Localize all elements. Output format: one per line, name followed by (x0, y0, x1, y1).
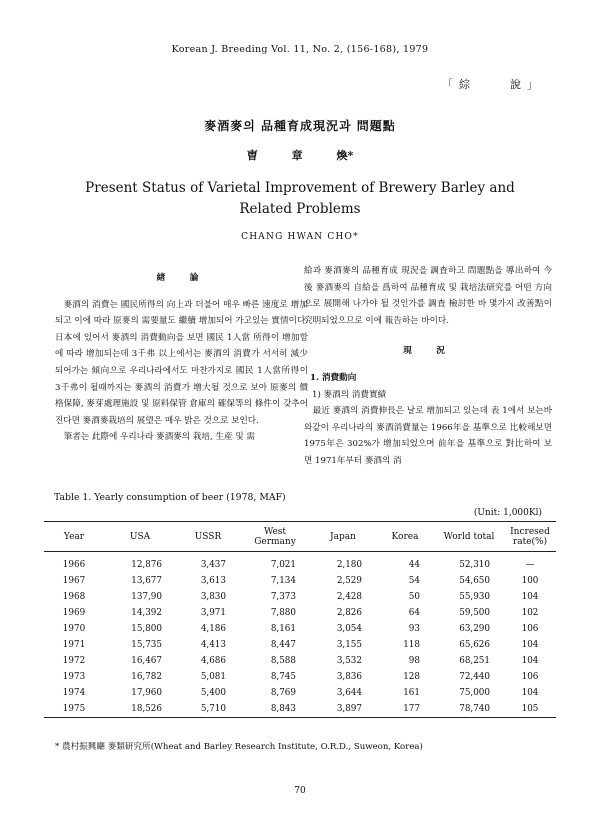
column-header: Japan (310, 522, 376, 552)
table-body (44, 552, 556, 718)
table-cell: 3,830 (200, 592, 226, 602)
status-heading: 現 況 (403, 346, 453, 357)
table-cell: 7,134 (270, 576, 296, 586)
table-cell: 5,710 (176, 701, 240, 718)
table-unit: (Unit: 1,000Kl) (473, 508, 542, 518)
table-cell: 72,440 (459, 672, 490, 682)
table-cell: 13,677 (131, 576, 162, 586)
table-cell: 7,021 (270, 560, 296, 570)
title-english (0, 178, 600, 220)
table-cell: 105 (504, 701, 556, 718)
table-cell: 3,532 (336, 656, 362, 666)
table-cell: 1969 (62, 608, 86, 618)
table-cell: 3,836 (336, 672, 362, 682)
table-cell: 16,467 (131, 656, 162, 666)
table-cell: 7,373 (270, 592, 296, 602)
title-english-line1: Present Status of Varietal Improvement of Brewery Barley and (85, 180, 515, 196)
table-cell: 3,644 (336, 688, 362, 698)
table-title: Table 1. Yearly consumption of beer (1978, MAF) (54, 492, 286, 503)
table-cell: 15,800 (131, 624, 162, 634)
table-cell: 8,588 (270, 656, 296, 666)
table-cell: 68,251 (459, 656, 490, 666)
table-cell: 3,155 (336, 640, 362, 650)
table-cell: 106 (521, 624, 539, 634)
table-cell: 1973 (62, 672, 86, 682)
table-cell: 3,971 (200, 608, 226, 618)
table-row (44, 605, 556, 621)
intro-paragraph-2: 筆者는 此際에 우리나라 麥酒麥의 栽培, 生産 및 需 (63, 432, 255, 443)
table-cell: 137,90 (131, 592, 162, 602)
table-cell: 161 (403, 688, 420, 698)
table-cell: 8,447 (270, 640, 296, 650)
table-cell: 16,782 (131, 672, 162, 682)
table-cell: 8,769 (270, 688, 296, 698)
footnote: * 農村振興廳 麥類研究所(Wheat and Barley Research Institute, O.R.D., Suweon, Korea) (55, 742, 423, 752)
column-header: Korea (376, 522, 434, 552)
table-cell: 2,529 (336, 576, 362, 586)
table-row (44, 552, 556, 574)
table-cell: 1966 (62, 560, 86, 570)
table-cell: 1970 (62, 624, 86, 634)
table-row (44, 701, 556, 718)
column-header: Year (44, 522, 104, 552)
table-row (44, 573, 556, 589)
table-cell: 8,843 (240, 701, 310, 718)
column-header: World total (434, 522, 504, 552)
right-column (304, 263, 552, 470)
table-cell: — (525, 560, 535, 570)
table-cell: 4,186 (200, 624, 226, 634)
subheading-consumption-trend: 1. 消費動向 (310, 372, 357, 383)
table-cell: 64 (408, 608, 420, 618)
table-cell: 52,310 (459, 560, 490, 570)
table-cell: 4,413 (200, 640, 226, 650)
right-paragraph-2: 最近 麥酒의 消費伸長은 날로 增加되고 있는데 表 1에서 보는바와같이 우리나라의 麥酒消費量는 1966年을 基準으로 比較해보면 1975年은 302%가 增加되었으며 前年을 基準으로 對比하여 보면 1971年부터 麥酒의 消 (304, 406, 552, 466)
table-cell: 65,626 (459, 640, 490, 650)
journal-citation: Korean J. Breeding Vol. 11, No. 2, (156-168), 1979 (171, 44, 429, 55)
intro-paragraph-1: 麥酒의 消費는 國民所得의 向上과 더불어 매우 빠른 速度로 增加되고 이에 따라 原麥의 需要量도 繼續 增加되어 가고있는 實情이다. 日本에 있어서 麥酒의 消費動向을 보면 國民 1人當 所得이 增加함에 따라 增加되는데 3千弗 以上에서는 麥酒의 消費가 서서히 減少되어가는 傾向으로 우리나라에서도 마찬가지로 國民 1人當所得이 3千弗이 될때까지는 麥酒의 消費가 增大될 것으로 보아 原麥의 價格保障, 麥芽處理施設 및 原料保管 倉庫의 確保等의 條件이 갖추어 진다면 麥酒麥栽培의 展望은 매우 밝은 것으로 보인다. (55, 299, 308, 426)
table-cell: 7,880 (270, 608, 296, 618)
table-row (44, 637, 556, 653)
right-paragraph-1: 給과 麥酒麥의 品種育成 現況을 調査하고 問題點을 導出하여 今後 麥酒麥의 自給을 爲하여 品種育成 및 栽培法研究를 어떤 方向으로 展開해 나가야 될 것인가를 調査 檢討한 바 몇가지 改善點이 究明되었으므로 이에 報告하는 바이다. (304, 266, 552, 326)
table-cell: 104 (521, 688, 539, 698)
table-cell: 118 (403, 640, 420, 650)
table-cell: 1972 (62, 656, 86, 666)
table-row (44, 653, 556, 669)
table-cell: 3,437 (200, 560, 226, 570)
table-row (44, 621, 556, 637)
table-cell: 4,686 (200, 656, 226, 666)
table-cell: 44 (408, 560, 420, 570)
table-cell: 75,000 (459, 688, 490, 698)
table-cell: 102 (521, 608, 539, 618)
section-tag: 「綜 說」 (442, 78, 544, 91)
page-number: 70 (294, 786, 306, 796)
table-cell: 1967 (62, 576, 86, 586)
column-header: Incresed rate(%) (504, 522, 556, 552)
table-cell: 8,745 (270, 672, 296, 682)
table-cell: 1971 (62, 640, 86, 650)
author-korean: 曺 章 煥* (246, 149, 354, 162)
table-cell: 2,428 (336, 592, 362, 602)
table-cell: 93 (408, 624, 420, 634)
column-header: West Germany (240, 522, 310, 552)
table-row (44, 669, 556, 685)
table-cell: 2,826 (336, 608, 362, 618)
table-cell: 54,650 (459, 576, 490, 586)
table-cell: 63,290 (459, 624, 490, 634)
table-cell: 78,740 (434, 701, 504, 718)
table-cell: 104 (521, 640, 539, 650)
table-cell: 17,960 (131, 688, 162, 698)
table-cell: 1975 (44, 701, 104, 718)
left-column (55, 270, 308, 446)
table-cell: 5,400 (200, 688, 226, 698)
table-cell: 104 (521, 592, 539, 602)
table-cell: 3,054 (336, 624, 362, 634)
table-cell: 104 (521, 656, 539, 666)
subheading-beer-consumption: 1) 麥酒의 消費實績 (312, 389, 387, 400)
title-korean: 麥酒麥의 品種育成現況과 問題點 (204, 119, 396, 133)
table-cell: 177 (376, 701, 434, 718)
table-cell: 8,161 (270, 624, 296, 634)
table-cell: 50 (408, 592, 420, 602)
table-cell: 18,526 (104, 701, 176, 718)
table-cell: 55,930 (459, 592, 490, 602)
table-cell: 12,876 (131, 560, 162, 570)
beer-consumption-table (44, 521, 556, 718)
introduction-heading: 緖 論 (156, 273, 207, 283)
table-cell: 5,081 (200, 672, 226, 682)
column-header: USA (104, 522, 176, 552)
table-cell: 54 (408, 576, 420, 586)
table-cell: 15,735 (131, 640, 162, 650)
table-cell: 128 (403, 672, 420, 682)
author-english: CHANG HWAN CHO* (241, 232, 359, 242)
table-cell: 98 (408, 656, 420, 666)
table-cell: 59,500 (459, 608, 490, 618)
table-cell: 106 (521, 672, 539, 682)
column-header: USSR (176, 522, 240, 552)
table-cell: 1968 (62, 592, 86, 602)
table-cell: 3,897 (310, 701, 376, 718)
table-cell: 14,392 (131, 608, 162, 618)
table-cell: 3,613 (200, 576, 226, 586)
table-header-row (44, 522, 556, 552)
table-row (44, 685, 556, 701)
table-row (44, 589, 556, 605)
table-cell: 1974 (62, 688, 86, 698)
title-english-line2: Related Problems (239, 201, 361, 217)
table-cell: 2,180 (336, 560, 362, 570)
table-cell: 100 (521, 576, 539, 586)
